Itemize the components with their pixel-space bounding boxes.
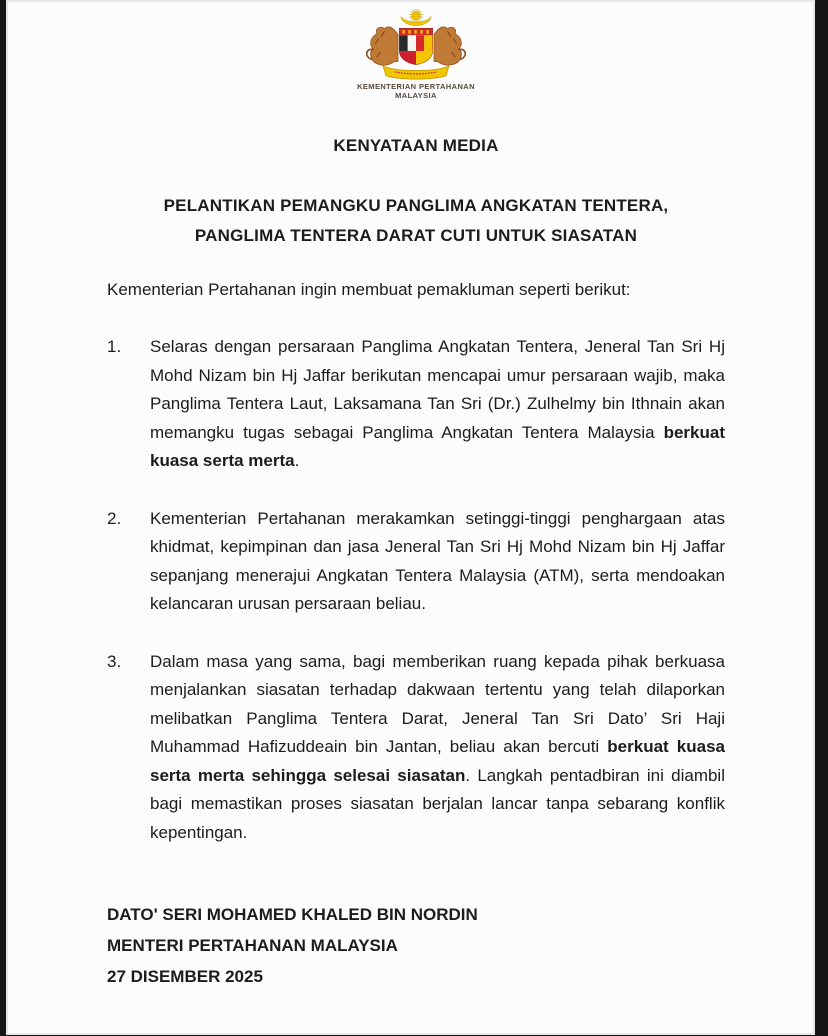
doc-title-line-1: PELANTIKAN PEMANGKU PANGLIMA ANGKATAN TENTERA, — [163, 196, 669, 215]
tiger-supporter-icon — [434, 27, 465, 65]
paragraph-text — [150, 333, 725, 476]
motto-banner-icon — [383, 66, 449, 79]
paragraph-number: 1. — [107, 337, 122, 356]
paragraph-text — [150, 648, 725, 848]
text-run: berkuat kuasa serta merta — [150, 422, 725, 470]
signatory-title: MENTERI PERTAHANAN MALAYSIA — [107, 936, 398, 955]
federal-star-icon — [409, 9, 423, 23]
paragraph-number: 3. — [107, 651, 122, 671]
tiger-supporter-icon — [367, 27, 398, 65]
paragraph-1 — [107, 333, 725, 476]
document-content — [8, 2, 813, 992]
paragraph-text — [150, 505, 725, 619]
signature-block — [107, 899, 725, 992]
numbered-paragraphs — [107, 333, 725, 847]
text-run: . Langkah pentadbiran ini diambil bagi memastikan proses siasatan berjalan lancar tanpa sebarang konflik kepentingan. — [150, 765, 725, 842]
paragraph-2 — [107, 505, 725, 619]
malaysia-coat-of-arms-icon — [363, 9, 469, 81]
ministry-line-1: KEMENTERIAN PERTAHANAN — [357, 82, 475, 91]
paragraph-number: 2. — [107, 508, 122, 528]
ministry-line-2: MALAYSIA — [395, 91, 437, 100]
text-run: Kementerian Pertahanan merakamkan setinggi-tinggi penghargaan atas khidmat, kepimpinan dan jasa Jeneral Tan Sri Hj Mohd Nizam bin Hj Jaffar sepanjang menerajui Angkatan Tentera Malaysia (ATM), serta mendoakan kelancaran urusan persaraan beliau. — [150, 508, 725, 613]
text-run: Selaras dengan persaraan Panglima Angkatan Tentera, Jeneral Tan Sri Hj Mohd Nizam bin Hj Jaffar berikutan mencapai umur persaraan wajib, maka Panglima Tentera Laut, Laksamana Tan Sri (Dr.) Zulhelmy bin Ithnain akan memangku tugas sebagai Panglima Angkatan Tentera Malaysia — [150, 337, 725, 442]
signature-date: 27 DISEMBER 2025 — [107, 967, 263, 986]
paragraph-3 — [107, 648, 725, 848]
signatory-name: DATO' SERI MOHAMED KHALED BIN NORDIN — [107, 905, 478, 924]
document-page — [8, 2, 813, 1033]
doc-title — [107, 191, 725, 251]
text-run: berkuat kuasa serta merta sehingga selesai siasatan — [150, 737, 725, 785]
intro-paragraph: Kementerian Pertahanan ingin membuat pemakluman seperti berikut: — [107, 280, 631, 299]
ministry-name — [107, 82, 725, 100]
text-run: Dalam masa yang sama, bagi memberikan ruang kepada pihak berkuasa menjalankan siasatan terhadap dakwaan tertentu yang telah dilaporkan melibatkan Panglima Tentera Darat, Jeneral Tan Sri Dato’ Sri Haji Muhammad Hafizuddeain bin Jantan, beliau akan bercuti — [150, 651, 725, 756]
letterhead — [107, 2, 725, 100]
text-run: . — [294, 451, 300, 470]
doc-type-heading: KENYATAAN MEDIA — [333, 136, 499, 155]
doc-title-line-2: PANGLIMA TENTERA DARAT CUTI UNTUK SIASATAN — [194, 226, 638, 245]
